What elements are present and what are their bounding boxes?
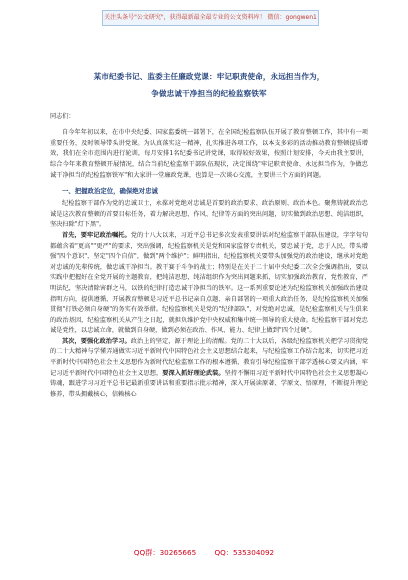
intro-paragraph: 自今年年初以来，在市中央纪委、国家监委统一部署下，在全国纪检监察队伍开展了教育整顿工作，其中有一项重要任务，及时领导带头讲党课。为认真落实这一精神，扎实推进各项工作，以本支多彩的活动推动教育整顿提质增效，我们在全市范围内进行轮训，每月安排1名纪委书记讲党课，取得较好效果，按照计划安排，今天由我主要讲，综合今年来教育整顿开展情况，结合当前纪检监察干部队伍现状，决定围绕"牢记职责使命、永远担当作为，争做忠诚干净担当的纪检监察铁军"和大家讲一堂廉政党课，也算是一次谈心交流，主要讲三个方面的问题。 bbox=[50, 129, 368, 179]
document-body bbox=[50, 68, 368, 400]
keyword-inline: 要深入抓好理论武装。 bbox=[162, 369, 225, 377]
document-title-line1: 某市纪委书记、监委主任廉政党课：牢记职责使命，永远担当作为， bbox=[93, 72, 325, 81]
document-title-line2: 争做忠诚干净担当的纪检监察铁军 bbox=[151, 89, 267, 98]
footer-contact bbox=[0, 548, 408, 558]
header-banner: 关注头条号"公文研究"，获得最新最全最专业的公文资料库！ 微信：gongwen1 bbox=[102, 10, 319, 26]
footer-qq: QQ：535304092 bbox=[214, 548, 275, 557]
paragraph-text: 政治上的坚定，源于理论上的清醒。党的二十大以后，各级纪检监察机关把学习贯彻党的二十大精神与学懂弄通做实习近平新时代中国特色社会主义思想结合起来，与纪检监察工作结合起来，切实把习近平新时代中国特色社会主义思想作为新时代纪检监察工作的根本遵循，教育引导纪检监察干部学透核心要义内涵，牢记习近平新时代中国特色社会主义思想， bbox=[50, 337, 369, 377]
section1-paragraph-3 bbox=[50, 337, 368, 401]
keyword-lead: 首先，要牢记政治嘱托。 bbox=[62, 231, 131, 239]
paragraph-text: 党的十八大以来，习近平总书记多次发表重要讲话对纪检监察干部队伍建设，字字句句都蕴含着"更高""更严"的要求，突出强调，纪检监察机关是党和国家监督专责机关，要忠诚于党，忠于人民，带头增强"四个意识"，坚定"四个自信"，做到"两个维护"；鲜明指出，纪检监察机关要带头加强党的政治建设，继承对党绝对忠诚的先辈传统，做忠诚干净担当。教干赛于斗争的战士；特别是在关于二十届中央纪委二次全会强调指出，要以实践中把握好在全党开展的主题教育，把纯洁思想，纯洁组织作为突出问题来抓，切实加强政治教育，党性教育，严明法纪，坚决清除害群之马，以铁的纪律打造忠诚干净担当的铁军。这一系列重要论述为纪检监察机关加强政治建设指明方向，提供遵循，开展教育整顿是习近平总书记亲自点题、亲自部署的一项重大政治任务，是纪检监察机关加强贯彻"打铁必须自身硬"的务实有效举措。纪检监察机关是党的"纪律部队"，对党绝对忠诚，是纪检监察机关与生俱来的政治基因，纪检监察机关从产生之日起，就担负维护党中央权威和集中统一领导的重大使命。纪检监察干部对党忠诚是党性，以忠诚立命，就做到自身硬，做到必须在政治、作风、能力、纪律上做到"四个过硬"。 bbox=[50, 231, 369, 335]
section1-paragraph-2 bbox=[50, 231, 368, 337]
keyword-lead: 其次，要强化政治学习。 bbox=[62, 337, 131, 345]
footer-qq-group: QQ群：30265665 bbox=[133, 548, 197, 557]
paragraph-text: 坚持不懈用习近平新时代中国特色社会主义思想凝心铸魂，跟进学习习近平总书记最新重要讲话和重要指示批示精神，深入开展读原著、学原文、悟原理，不断提升理论修养，带头拥戴核心，信赖核心 bbox=[50, 369, 369, 398]
section-heading-1: 一、把握政治定位，确保绝对忠诚 bbox=[62, 187, 158, 196]
section1-paragraph-1: 纪检监察干部作为党的忠诚卫士，永葆对党绝对忠诚是首要的政治要求、政治原则、政治本色。聚焦铸就政治忠诚是这次教育整顿的首要目标任务，着力解决思想、作风、纪律等方面的突出问题，切实做到政治思想、纯洁组织，坚决扫除"灯下黑"。 bbox=[50, 200, 368, 229]
greeting: 同志们： bbox=[50, 113, 75, 120]
